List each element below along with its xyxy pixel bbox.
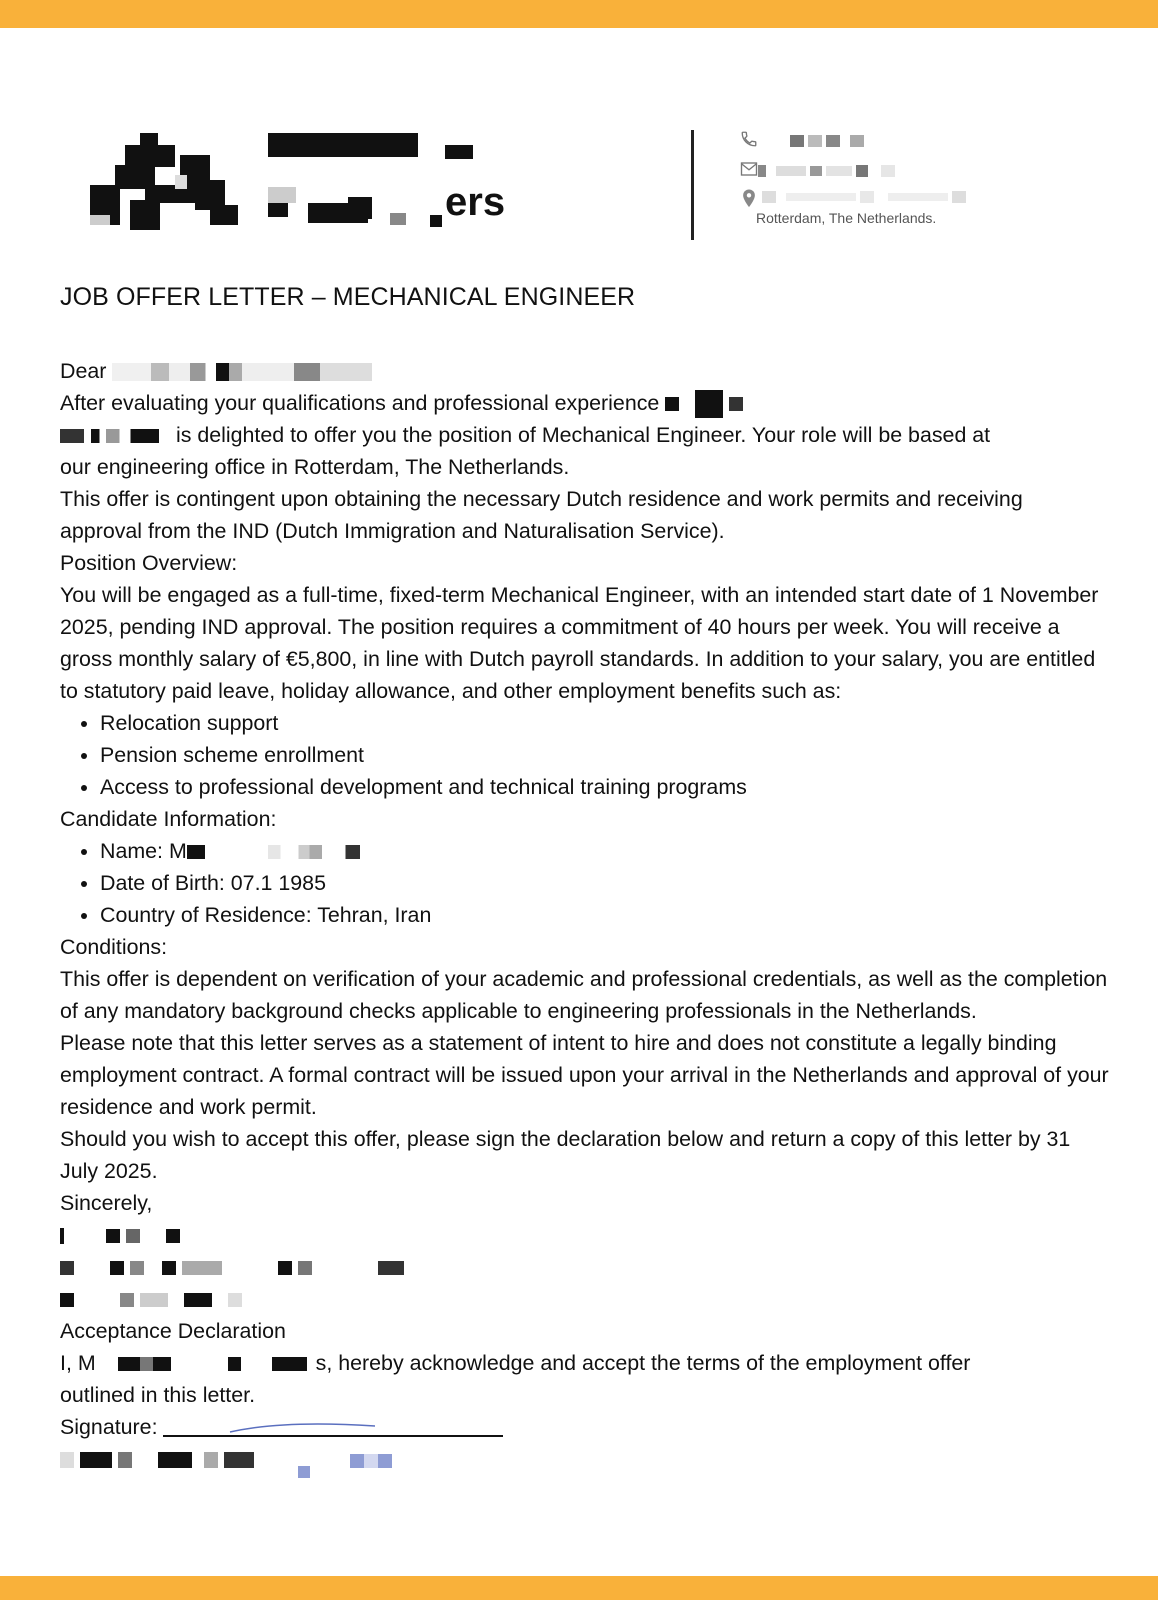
handwritten-signature (225, 1420, 395, 1480)
letter-title: JOB OFFER LETTER – MECHANICAL ENGINEER (60, 283, 636, 311)
accept-instructions: Should you wish to accept this offer, please sign the declaration below and return a copy of this letter by 31 July 2025. (60, 1127, 1071, 1183)
header-divider (691, 130, 694, 240)
intro-line-1: After evaluating your qualifications and professional experience (60, 387, 1110, 419)
redacted-email (758, 162, 895, 178)
closing: Sincerely, (60, 1191, 153, 1215)
list-item: • Relocation support (100, 707, 1110, 739)
top-accent-bar (0, 0, 1158, 28)
list-item: • Date of Birth: 07.1 1985 (100, 867, 1110, 899)
redacted-date (60, 1443, 1110, 1475)
acceptance-line-2: outlined in this letter. (60, 1383, 256, 1407)
acceptance-line-1: I, M s, hereby acknowledge and accept the terms of the employment offer (60, 1351, 971, 1375)
conditions-heading: Conditions: (60, 935, 168, 959)
salutation: Dear (60, 359, 107, 383)
redacted-signer-company (60, 1283, 1110, 1315)
list-item: • Pension scheme enrollment (100, 739, 1110, 771)
logo-suffix: ers (445, 180, 506, 224)
redacted-recipient-name (112, 363, 372, 381)
list-item: • Country of Residence: Tehran, Iran (100, 899, 1110, 931)
mail-icon (740, 161, 758, 177)
redacted-acceptor-name (96, 1357, 316, 1371)
conditions-paragraph-2: Please note that this letter serves as a statement of intent to hire and does not constitute a legally binding employment contract. A formal contract will be issued upon your arrival in the Netherlands and approval of your residence and work permit. (60, 1031, 1109, 1119)
redacted-phone (790, 132, 864, 148)
candidate-heading: Candidate Information: (60, 807, 277, 831)
letter-body (60, 355, 1110, 1475)
redacted-address (762, 188, 966, 204)
bottom-accent-bar (0, 1576, 1158, 1600)
address-city-line: Rotterdam, The Netherlands. (756, 210, 937, 226)
intro-line-3: our engineering office in Rotterdam, The Netherlands. (60, 455, 570, 479)
candidate-list (60, 835, 1110, 931)
conditions-paragraph-1: This offer is dependent on verification of your academic and professional credentials, as well as the completion of any mandatory background checks applicable to engineering professionals in the Netherlands. (60, 967, 1108, 1023)
salutation-line (60, 355, 1110, 387)
redacted-signer-name (60, 1219, 1110, 1251)
company-logo (90, 125, 510, 235)
redacted-company-name (665, 397, 679, 411)
position-heading: Position Overview: (60, 551, 238, 575)
phone-icon (740, 130, 758, 148)
redacted-signer-title (60, 1251, 1110, 1283)
redacted-company-name-2 (60, 429, 170, 443)
redacted-candidate-name (187, 845, 367, 859)
contact-block (740, 128, 1000, 238)
benefits-list (60, 707, 1110, 803)
signature-line: Signature: (60, 1411, 1110, 1443)
intro-line-2: is delighted to offer you the position of Mechanical Engineer. Your role will be based at (60, 419, 1110, 451)
acceptance-heading: Acceptance Declaration (60, 1319, 286, 1343)
list-item: • Name: M (100, 835, 1110, 867)
position-paragraph: You will be engaged as a full-time, fixed-term Mechanical Engineer, with an intended start date of 1 November 2025, pending IND approval. The position requires a commitment of 40 hours per week. You will receive a gross monthly salary of €5,800, in line with Dutch payroll standards. In addition to your salary, you are entitled to statutory paid leave, holiday allowance, and other employment benefits such as: (60, 583, 1099, 703)
map-pin-icon (740, 188, 758, 210)
contingency-paragraph: This offer is contingent upon obtaining the necessary Dutch residence and work permits and receiving approval from the IND (Dutch Immigration and Naturalisation Service). (60, 487, 1023, 543)
list-item: • Access to professional development and technical training programs (100, 771, 1110, 803)
